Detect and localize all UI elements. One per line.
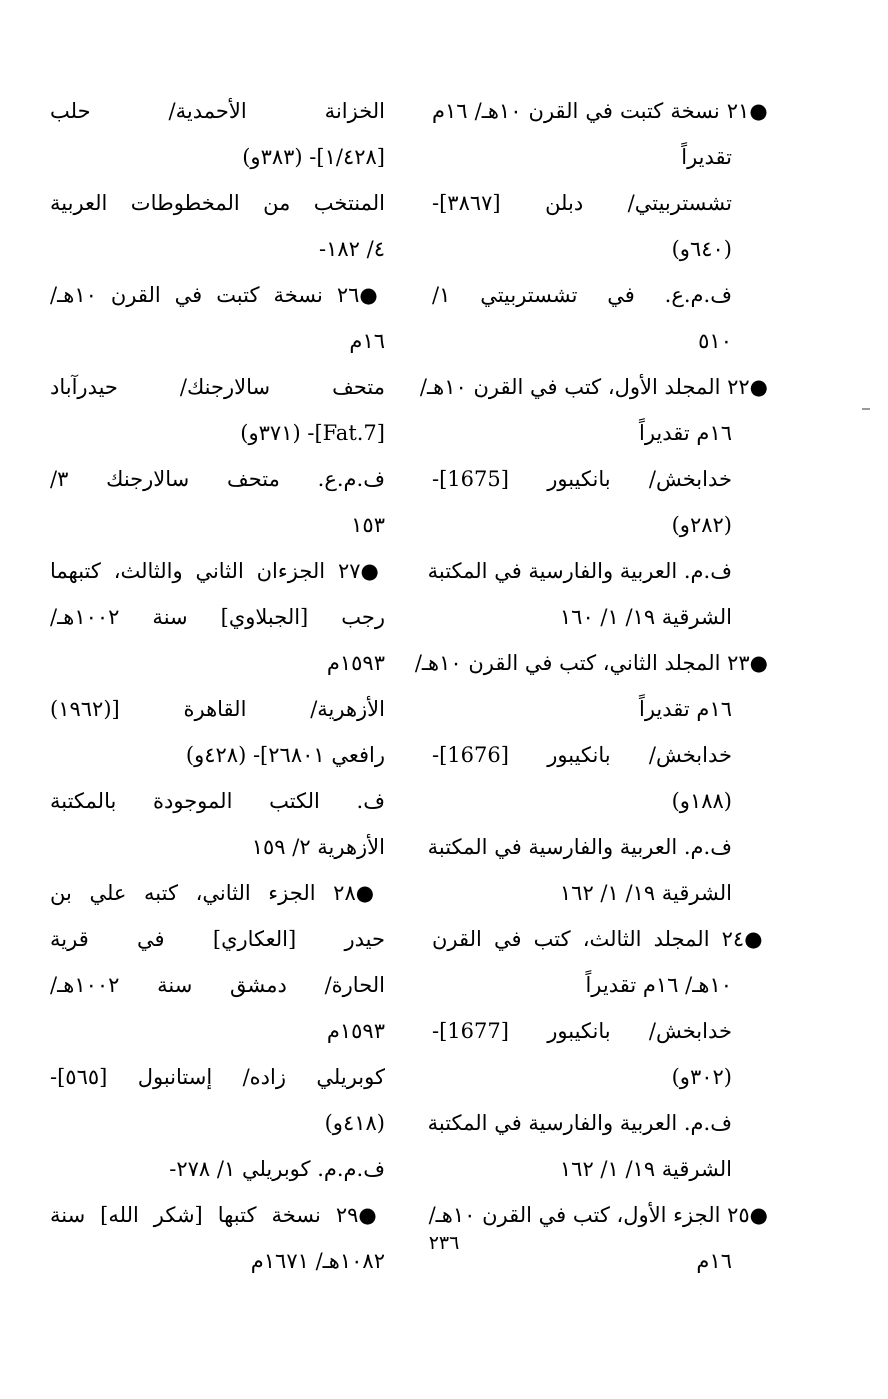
entry-line: كوبريلي زاده/ إستانبول [٥٦٥]- [50,1065,385,1089]
entry-line: الأزهرية/ القاهرة [(١٩٦٢) [50,697,385,721]
entry-line: (٦٤٠و) [671,237,732,261]
entry-line: ف.م.ع. في تشستربيتي ١/ [432,283,732,307]
manuscript-entry-24 [427,916,768,1192]
entry-line: الشرقية ١٩/ ١/ ١٦٢ [559,881,732,905]
entry-line: [Fat.7]- (٣٧١و) [240,421,385,445]
entry-line: ١٦م تقديراً [639,697,732,721]
entry-line: خدابخش/ بانكيبور [1676]- [432,743,732,767]
entry-line: ●٢٥ الجزء الأول، كتب في القرن ١٠هـ/ [428,1203,768,1227]
entry-line: تشستربيتي/ دبلن [٣٨٦٧]- [432,191,732,215]
entry-line: (٣٠٢و) [671,1065,732,1089]
right-column [414,88,768,1284]
entry-line: ف.م. العربية والفارسية في المكتبة [427,1111,732,1135]
entry-line: خدابخش/ بانكيبور [1675]- [432,467,732,491]
entry-line: ●٢٦ نسخة كتبت في القرن ١٠هـ/ [50,283,386,307]
entry-line: تقديراً [681,145,732,169]
entry-line: ف.م. العربية والفارسية في المكتبة [427,559,732,583]
entry-line: ف.م. العربية والفارسية في المكتبة [427,835,732,859]
margin-mark [862,408,870,410]
entry-line: (١٨٨و) [671,789,732,813]
entry-line: ١٦م [696,1249,732,1273]
entry-line: ف.م.م. كوبريلي ١/ ٢٧٨- [169,1157,385,1181]
entry-line: خدابخش/ بانكيبور [1677]- [432,1019,732,1043]
entry-line: ●٢٧ الجزءان الثاني والثالث، كتبهما [50,559,385,583]
entry-line: ١٥٩٣م [326,651,385,675]
entry-line: ●٢٣ المجلد الثاني، كتب في القرن ١٠هـ/ [414,651,768,675]
manuscript-entry-26 [50,272,385,548]
entry-line: ٤/ ١٨٢- [319,237,385,261]
entry-line: الخزانة الأحمدية/ حلب [50,99,385,123]
entry-line: الشرقية ١٩/ ١/ ١٦٠ [559,605,732,629]
entry-line: الأزهرية ٢/ ١٥٩ [251,835,385,859]
manuscript-entry-23 [414,640,768,916]
entry-line: حيدر [العكاري] في قرية [50,927,385,951]
entry-line: (٤١٨و) [324,1111,385,1135]
entry-line: ف. الكتب الموجودة بالمكتبة [50,789,385,813]
entry-line: ١٥٩٣م [326,1019,385,1043]
entry-line: ●٢٤ المجلد الثالث، كتب في القرن [432,927,768,951]
page-number: ٢٣٦ [428,1232,460,1254]
entry-line: ١٥٣ [351,513,385,537]
entry-line: المنتخب من المخطوطات العربية [50,191,385,215]
entry-line: متحف سالارجنك/ حيدرآباد [50,375,385,399]
entry-line: الشرقية ١٩/ ١/ ١٦٢ [559,1157,732,1181]
entry-line: [١/٤٢٨]- (٣٨٣و) [242,145,385,169]
entry-line: ١٠هـ/ ١٦م تقديراً [585,973,732,997]
entry-line: رافعي ٢٦٨٠١]- (٤٢٨و) [185,743,385,767]
entry-line: (٢٨٢و) [671,513,732,537]
entry-line: ٥١٠ [698,329,732,353]
entry-line: ١٦م [349,329,385,353]
entry-line: ١٦م تقديراً [639,421,732,445]
entry-line: ف.م.ع. متحف سالارجنك ٣/ [50,467,385,491]
entry-line: ●٢١ نسخة كتبت في القرن ١٠هـ/ ١٦م [432,99,768,123]
entry-line: ●٢٨ الجزء الثاني، كتبه علي بن [50,881,385,905]
entry-line: ١٠٨٢هـ/ ١٦٧١م [250,1249,385,1273]
entry-line: ●٢٩ نسخة كتبها [شكر الله] سنة [50,1203,385,1227]
manuscript-entry-22 [419,364,768,640]
entry-line: رجب [الجبلاوي] سنة ١٠٠٢هـ/ [50,605,385,629]
left-column [50,88,385,1284]
manuscript-entry-25-continued [50,88,385,272]
entry-line: ●٢٢ المجلد الأول، كتب في القرن ١٠هـ/ [419,375,768,399]
manuscript-entry-27 [50,548,385,870]
manuscript-entry-28 [50,870,385,1192]
manuscript-entry-21 [432,88,768,364]
entry-line: الحارة/ دمشق سنة ١٠٠٢هـ/ [50,973,385,997]
